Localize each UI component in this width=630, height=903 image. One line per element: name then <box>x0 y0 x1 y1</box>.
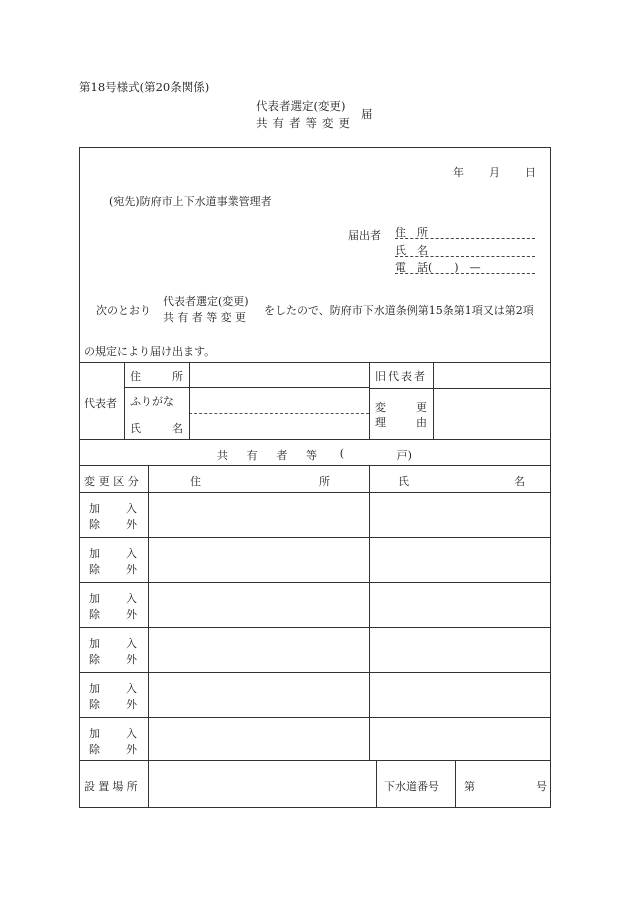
sewer-number-prefix: 第 <box>464 780 475 793</box>
addressee: (宛先)防府市上下水道事業管理者 <box>109 195 272 208</box>
installation-location-input[interactable] <box>149 761 375 807</box>
intro-option-representative: 代表者選定(変更) <box>163 295 249 308</box>
rep-address-input[interactable] <box>189 363 369 387</box>
co-owner-address-input[interactable] <box>149 718 368 762</box>
change-type-exclude[interactable]: 除 外 <box>89 608 137 621</box>
rep-label-divider <box>124 362 125 439</box>
change-type-join[interactable]: 加 入 <box>89 682 137 695</box>
change-type-exclude[interactable]: 除 外 <box>89 563 137 576</box>
co-owner-name-input[interactable] <box>370 718 550 762</box>
reason-label-line1: 変 更 <box>375 401 427 414</box>
change-type-exclude[interactable]: 除 外 <box>89 518 137 531</box>
change-type-exclude[interactable]: 除 外 <box>89 743 137 756</box>
title-suffix: 届 <box>361 107 373 121</box>
previous-representative-input[interactable] <box>434 363 551 388</box>
filer-address-label: 住 所 <box>395 226 428 239</box>
co-owner-name-input[interactable] <box>370 538 550 582</box>
sewer-number-label: 下水道番号 <box>384 780 439 793</box>
co-owner-section-header: 共 有 者 等 ( 戸) <box>217 447 412 462</box>
change-type-join[interactable]: 加 入 <box>89 637 137 650</box>
filer-name-label: 氏 名 <box>395 244 428 257</box>
rep-name-input[interactable] <box>189 414 369 439</box>
co-owner-name-input[interactable] <box>370 628 550 672</box>
co-owner-address-input[interactable] <box>149 628 368 672</box>
co-owner-address-input[interactable] <box>149 583 368 627</box>
representative-label: 代表者 <box>84 397 117 410</box>
previous-representative-label: 旧代表者 <box>375 370 427 383</box>
footer-divider-1 <box>376 760 377 808</box>
installation-location-label: 設置場所 <box>84 780 141 793</box>
col-address: 住 所 <box>190 475 330 488</box>
col-name: 氏 名 <box>398 475 525 488</box>
rep-furigana-input[interactable] <box>189 388 369 413</box>
filer-label: 届出者 <box>348 229 381 242</box>
sewer-number-suffix: 号 <box>536 780 547 793</box>
intro-options <box>163 294 249 326</box>
filer-phone-field[interactable] <box>395 259 535 274</box>
filer-phone-label: 電 話( ) — <box>395 261 481 274</box>
co-owner-address-input[interactable] <box>149 538 368 582</box>
co-owner-name-input[interactable] <box>370 583 550 627</box>
intro-line2: の規定により届け出ます。 <box>84 345 216 358</box>
filer-address-field[interactable] <box>395 224 535 239</box>
date-year-label: 年 <box>453 166 464 179</box>
change-type-join[interactable]: 加 入 <box>89 547 137 560</box>
co-owner-name-input[interactable] <box>370 493 550 537</box>
co-owner-name-input[interactable] <box>370 673 550 717</box>
rep-furigana-label: ふりがな <box>130 395 174 408</box>
date-day-label: 日 <box>525 166 536 179</box>
change-type-join[interactable]: 加 入 <box>89 502 137 515</box>
change-type-join[interactable]: 加 入 <box>89 592 137 605</box>
form-number: 第18号様式(第20条関係) <box>79 80 210 94</box>
rep-address-label: 住 所 <box>130 370 183 383</box>
col-change-type: 変更区分 <box>84 475 143 488</box>
intro-suffix: をしたので、防府市下水道条例第15条第1項又は第2項 <box>264 304 534 317</box>
change-reason-input[interactable] <box>434 389 551 439</box>
change-type-exclude[interactable]: 除 外 <box>89 653 137 666</box>
date-month-label: 月 <box>489 166 500 179</box>
filer-name-field[interactable] <box>395 242 535 257</box>
intro-prefix: 次のとおり <box>96 304 151 317</box>
co-owner-address-input[interactable] <box>149 673 368 717</box>
sewer-number-input[interactable] <box>475 761 533 807</box>
rep-mid-divider <box>369 362 370 439</box>
title-option-co-owner: 共有者等変更 <box>256 116 355 130</box>
change-type-exclude[interactable]: 除 外 <box>89 698 137 711</box>
rep-bottom-rule <box>79 439 551 440</box>
intro-option-co-owner: 共有者等変更 <box>163 311 250 324</box>
footer-divider-2 <box>455 760 456 808</box>
change-type-join[interactable]: 加 入 <box>89 727 137 740</box>
reason-label-line2: 理 由 <box>375 416 427 429</box>
rep-name-label: 氏 名 <box>130 422 183 435</box>
co-owner-address-input[interactable] <box>149 493 368 537</box>
title-option-representative: 代表者選定(変更) <box>256 99 346 113</box>
co-owner-header-rule <box>79 465 551 466</box>
